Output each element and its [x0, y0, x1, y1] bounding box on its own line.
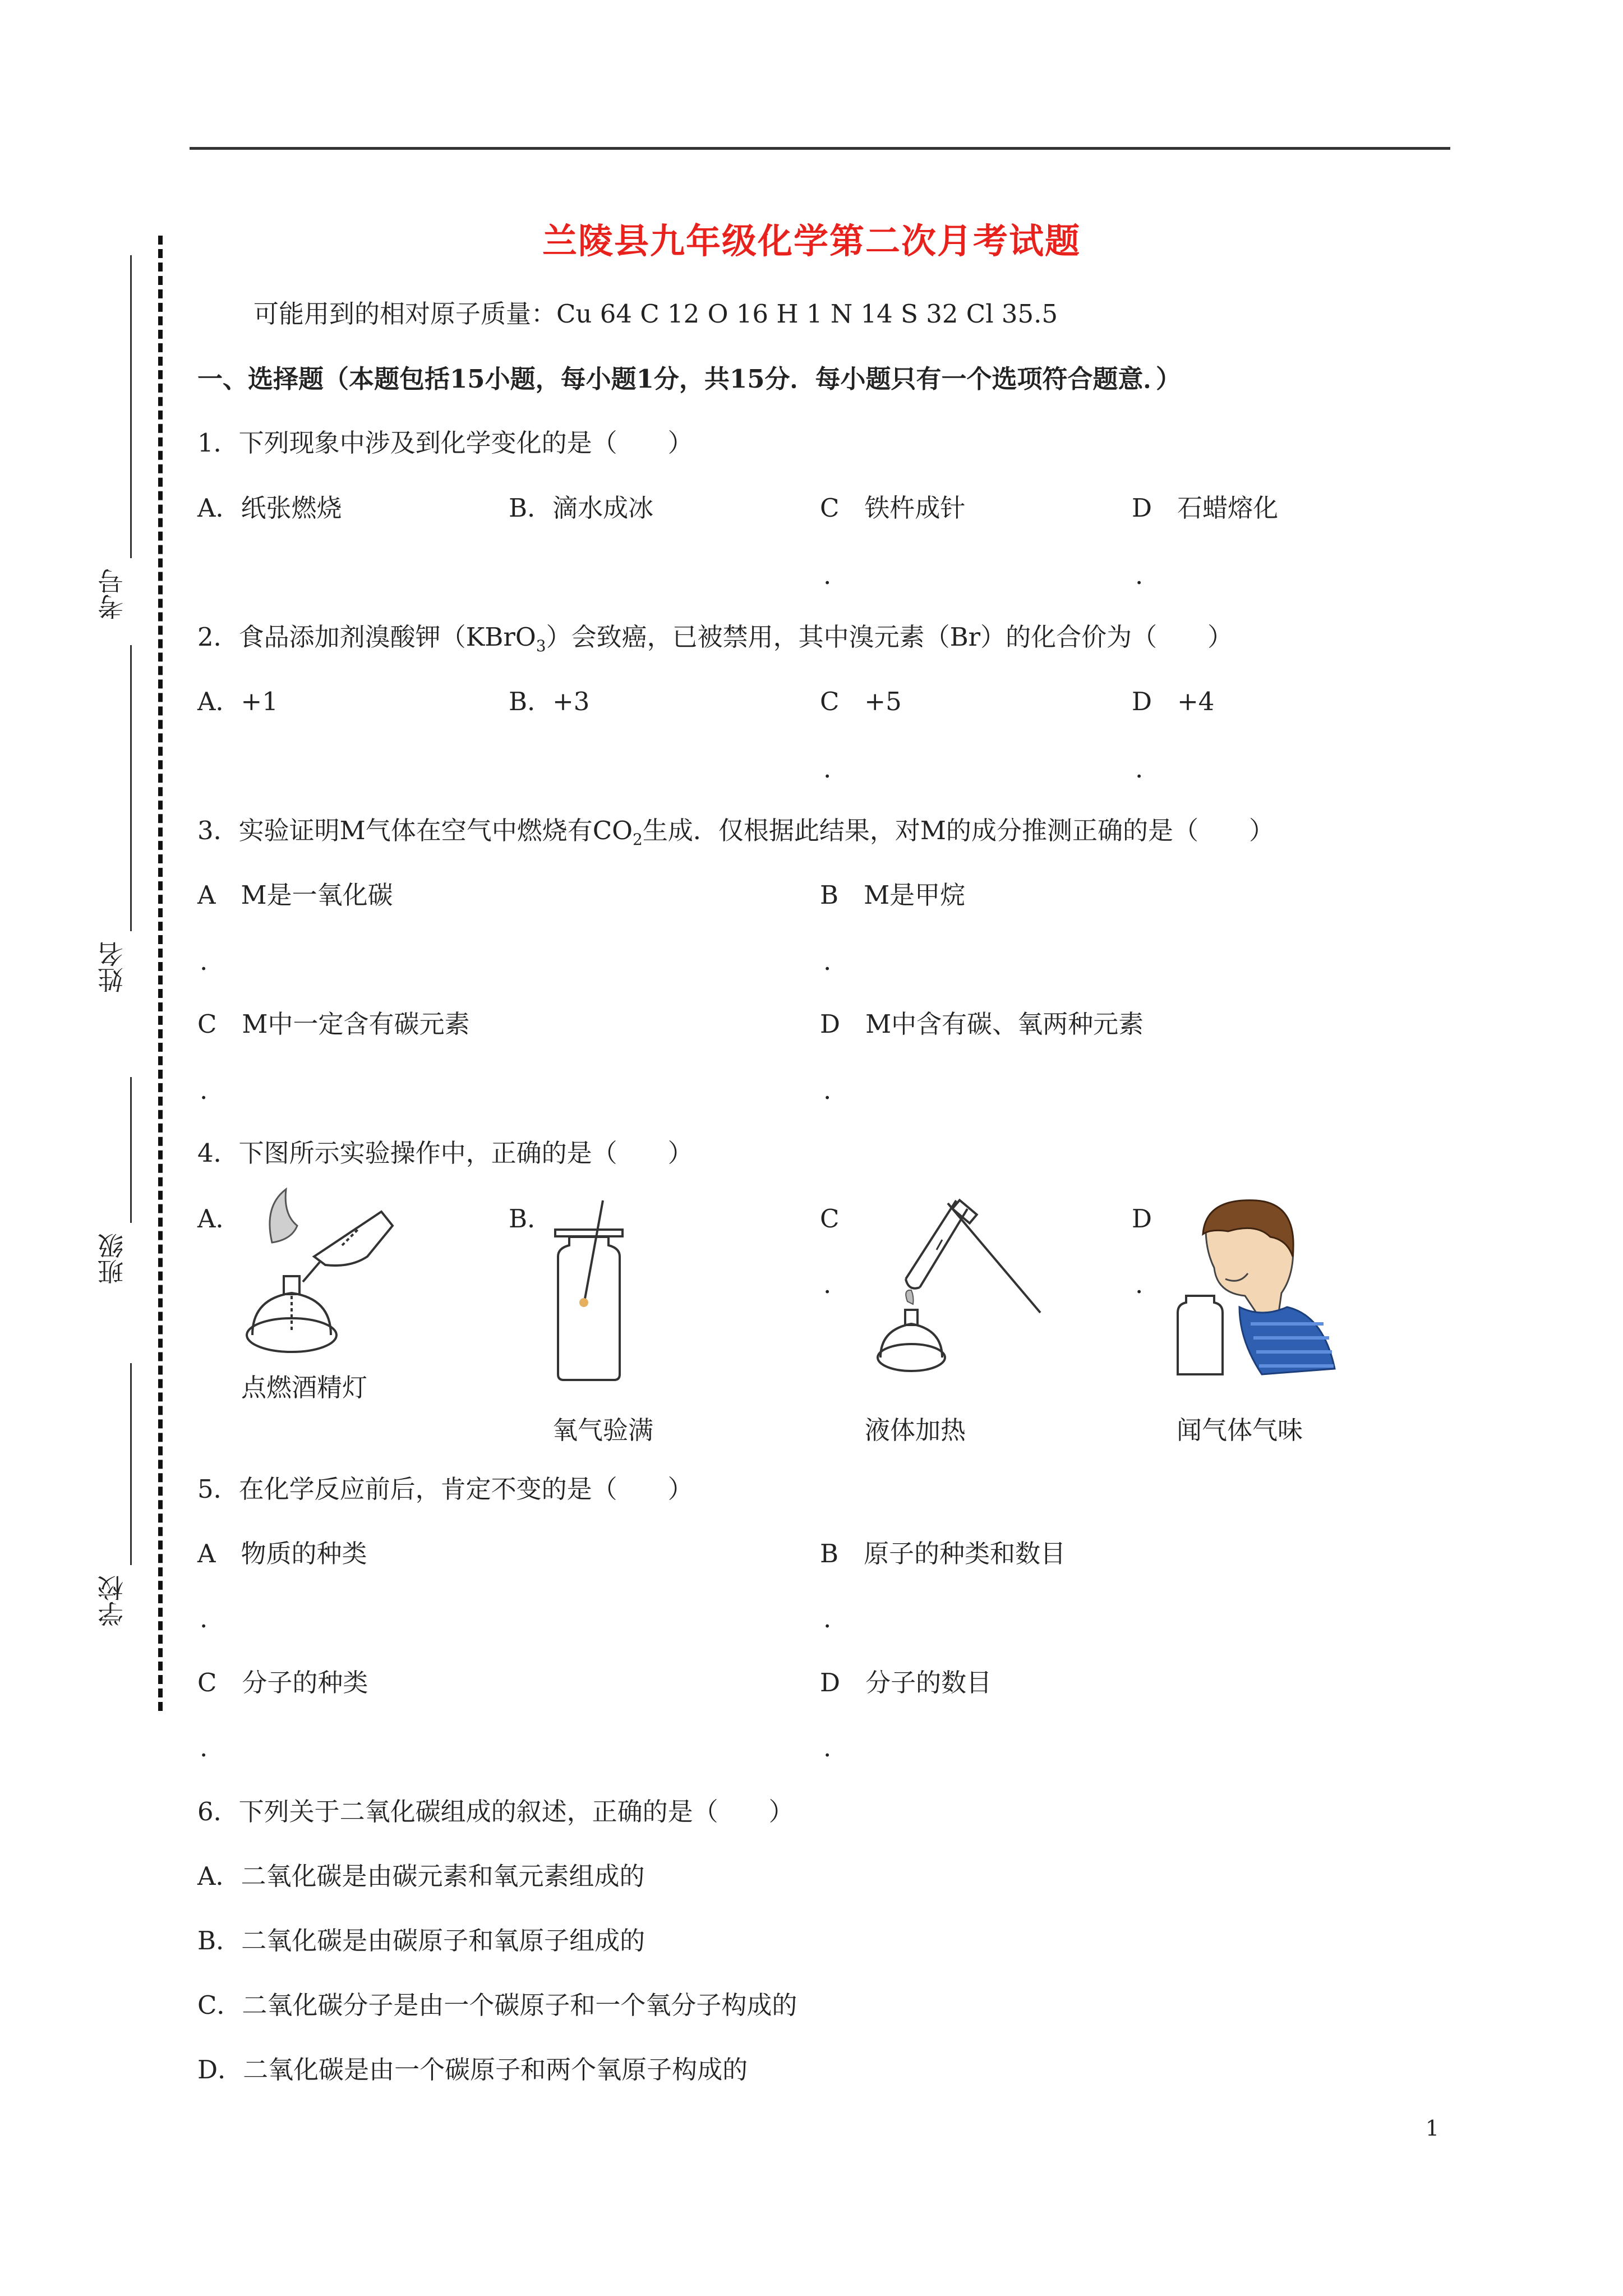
q2-dot-d: . [1135, 754, 1144, 784]
q3-dot-d: . [823, 1075, 832, 1105]
q4-option-d: D [1132, 1204, 1152, 1234]
header-rule [190, 147, 1450, 150]
q1-stem: 1．下列现象中涉及到化学变化的是（ ） [197, 428, 693, 458]
q3-dot-c: . [200, 1075, 208, 1105]
q3-stem-a: 3．实验证明M气体在空气中燃烧有CO [197, 816, 633, 845]
q1-option-a: A．纸张燃烧 [197, 493, 342, 523]
q2-option-d: D +4 [1132, 687, 1215, 716]
q5-option-c: C 分子的种类 [197, 1668, 368, 1697]
school-label: 学校 [97, 1575, 127, 1627]
q2-stem-sub: 3 [536, 637, 546, 655]
q4-dot-c: . [823, 1269, 832, 1299]
q2-dot-c: . [823, 754, 832, 784]
q3-option-d: D M中含有碳、氧两种元素 [820, 1009, 1144, 1039]
q4-option-c: C [820, 1204, 840, 1234]
binding-dashed-line [158, 236, 163, 1711]
q3-dot-b: . [823, 946, 832, 976]
school-line [130, 1363, 132, 1565]
q2-option-a: A．+1 [197, 687, 278, 716]
q6-option-d: D．二氧化碳是由一个碳原子和两个氧原子构成的 [197, 2055, 748, 2085]
q1-dot-d: . [1135, 560, 1144, 590]
q3-option-a: A M是一氧化碳 [197, 880, 393, 910]
page-number: 1 [1425, 2116, 1439, 2141]
q3-stem-sub: 2 [633, 830, 643, 849]
q3-option-c: C M中一定含有碳元素 [197, 1009, 470, 1039]
q2-stem [197, 622, 1233, 662]
q6-stem: 6．下列关于二氧化碳组成的叙述，正确的是（ ） [197, 1797, 794, 1826]
q3-stem-b: 生成．仅根据此结果，对M的成分推测正确的是（ ） [642, 816, 1274, 845]
atomic-masses: 可能用到的相对原子质量：Cu 64 C 12 O 16 H 1 N 14 S 32 Cl 35.5 [253, 299, 1058, 329]
q3-dot-a: . [200, 946, 208, 976]
q6-option-b: B．二氧化碳是由碳原子和氧原子组成的 [197, 1926, 645, 1955]
oxygen-test-illustration [547, 1195, 631, 1386]
liquid-heating-illustration [858, 1195, 1054, 1386]
q5-option-d: D 分子的数目 [820, 1668, 992, 1697]
name-line [130, 645, 132, 931]
q4-stem: 4．下图所示实验操作中，正确的是（ ） [197, 1138, 693, 1168]
q6-option-a: A．二氧化碳是由碳元素和氧元素组成的 [197, 1861, 645, 1891]
q4-caption-c: 液体加热 [865, 1415, 966, 1445]
q4-option-b: B． [509, 1204, 553, 1234]
q6-option-c: C．二氧化碳分子是由一个碳原子和一个氧分子构成的 [197, 1990, 797, 2020]
smelling-gas-illustration [1172, 1195, 1340, 1386]
q1-dot-c: . [823, 560, 832, 590]
q5-option-b: B 原子的种类和数目 [820, 1539, 1066, 1568]
q1-option-b: B．滴水成冰 [509, 493, 654, 523]
class-label: 班级 [97, 1233, 127, 1285]
exam-no-line [130, 255, 132, 558]
q2-stem-b: ）会致癌，已被禁用，其中溴元素（Br）的化合价为（ ） [546, 622, 1233, 652]
section-heading: 一、选择题（本题包括15小题，每小题1分，共15分．每小题只有一个选项符合题意．） [197, 364, 1182, 394]
q5-dot-a: . [200, 1604, 208, 1634]
name-label: 姓名 [97, 941, 127, 993]
q4-caption-d: 闻气体气味 [1177, 1415, 1303, 1445]
q3-option-b: B M是甲烷 [820, 880, 966, 910]
q5-dot-d: . [823, 1733, 832, 1763]
alcohol-lamp-lighting-illustration [230, 1184, 398, 1369]
exam-no-label: 考号 [97, 568, 127, 620]
q5-stem: 5．在化学反应前后，肯定不变的是（ ） [197, 1474, 693, 1504]
q4-option-a: A． [197, 1204, 241, 1234]
q3-stem [197, 815, 1274, 855]
q2-option-b: B．+3 [509, 687, 590, 716]
q4-caption-a: 点燃酒精灯 [241, 1373, 368, 1402]
q2-option-c: C +5 [820, 687, 902, 716]
q4-dot-d: . [1135, 1269, 1144, 1299]
q5-dot-c: . [200, 1733, 208, 1763]
page-title: 兰陵县九年级化学第二次月考试题 [542, 220, 1081, 261]
q4-caption-b: 氧气验满 [552, 1415, 654, 1445]
q1-option-c: C 铁杵成针 [820, 493, 966, 523]
q5-dot-b: . [823, 1604, 832, 1634]
class-line [130, 1077, 132, 1223]
q5-option-a: A 物质的种类 [197, 1539, 367, 1568]
q2-stem-a: 2．食品添加剂溴酸钾（KBrO [197, 622, 536, 652]
q1-option-d: D 石蜡熔化 [1132, 493, 1279, 523]
